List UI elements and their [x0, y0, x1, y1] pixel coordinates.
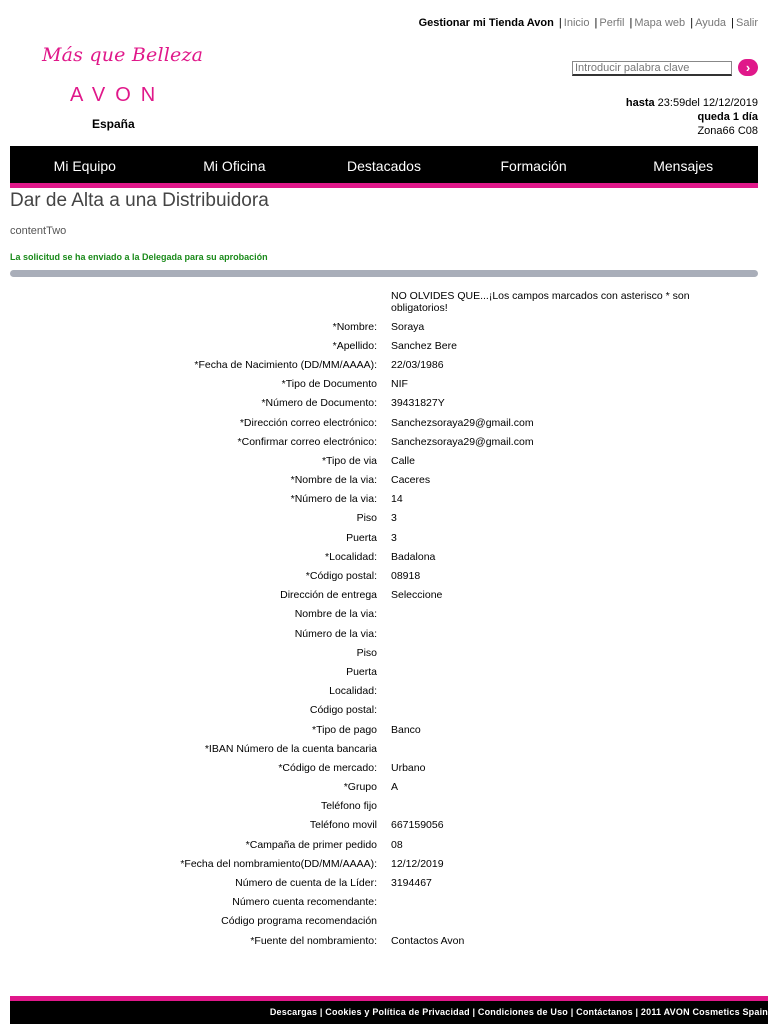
nav-destacados[interactable]: Destacados	[347, 158, 421, 174]
content-placeholder: contentTwo	[10, 225, 67, 237]
field-label: *Campaña de primer pedido	[245, 838, 377, 851]
form-row	[10, 375, 758, 394]
field-value: Banco	[391, 723, 421, 736]
field-label: *Confirmar correo electrónico:	[237, 435, 377, 448]
form-row	[10, 662, 758, 681]
field-label: *Localidad:	[325, 550, 377, 563]
arrow-right-icon: ›	[745, 60, 751, 75]
form-row	[10, 720, 758, 739]
field-label: *Dirección correo electrónico:	[239, 416, 377, 429]
form-row	[10, 471, 758, 490]
field-label: *Fuente del nombramiento:	[250, 934, 377, 947]
field-label: Número de la via:	[294, 627, 377, 640]
field-label: *IBAN Número de la cuenta bancaria	[204, 742, 377, 755]
link-perfil[interactable]: Perfil	[599, 17, 625, 29]
field-label: *Nombre:	[332, 320, 377, 333]
field-value: Calle	[391, 454, 415, 467]
form-row	[10, 931, 758, 950]
zone-campaign: Zona66 C08	[697, 125, 758, 137]
form-row	[10, 336, 758, 355]
logo-tagline[interactable]: Más que Belleza	[42, 44, 204, 66]
field-label: *Código de mercado:	[278, 761, 377, 774]
form-row	[10, 317, 758, 336]
field-value: 08918	[391, 570, 421, 583]
form-row	[10, 605, 758, 624]
form-row	[10, 912, 758, 931]
deadline-label: hasta	[625, 97, 655, 109]
search-button[interactable]	[738, 59, 758, 76]
field-label: *Tipo de pago	[312, 723, 377, 736]
field-label: Dirección de entrega	[280, 589, 377, 602]
field-value	[391, 739, 758, 758]
form-row	[10, 739, 758, 758]
field-label: *Número de la via:	[290, 493, 377, 506]
field-value	[391, 662, 758, 681]
main-nav	[10, 146, 758, 183]
form-row	[10, 816, 758, 835]
country-label: España	[92, 117, 135, 131]
form-row	[10, 873, 758, 892]
field-label: Puerta	[346, 531, 377, 544]
field-value: Sanchez Bere	[391, 339, 457, 352]
field-value: Sanchezsoraya29@gmail.com	[391, 416, 534, 429]
field-label: *Fecha del nombramiento(DD/MM/AAAA):	[180, 857, 377, 870]
form-row	[10, 490, 758, 509]
form-row	[10, 778, 758, 797]
field-value: A	[391, 781, 399, 794]
field-value: 667159056	[391, 819, 444, 832]
form-row	[10, 682, 758, 701]
field-label: Número cuenta recomendante:	[232, 896, 377, 909]
nav-mi-equipo[interactable]: Mi Equipo	[53, 158, 116, 174]
form-row	[10, 586, 758, 605]
brand-logo[interactable]: AVON	[70, 84, 166, 106]
form-row	[10, 624, 758, 643]
link-ayuda[interactable]: Ayuda	[695, 17, 727, 29]
form-row	[10, 509, 758, 528]
field-value	[391, 624, 758, 643]
field-value: Caceres	[391, 474, 431, 487]
field-label: Número de cuenta de la Líder:	[235, 877, 377, 890]
remaining-days: queda 1 día	[697, 111, 758, 123]
field-label: *Fecha de Nacimiento (DD/MM/AAAA):	[194, 358, 377, 371]
form-row	[10, 547, 758, 566]
top-links: Gestionar mi Tienda Avon | Inicio | Perfil | Mapa web | Ayuda | Salir	[418, 17, 758, 29]
field-value: 3	[391, 531, 397, 544]
required-fields-note: NO OLVIDES QUE...¡Los campos marcados con asterisco * son obligatorios!	[391, 290, 690, 314]
form-row	[10, 528, 758, 547]
link-inicio[interactable]: Inicio	[563, 17, 590, 29]
field-label: Código programa recomendación	[221, 915, 377, 928]
form-row	[10, 394, 758, 413]
field-label: *Apellido:	[332, 339, 377, 352]
success-message: La solicitud se ha enviado a la Delegada para su aprobación	[10, 252, 268, 262]
section-divider	[10, 270, 758, 277]
field-label: *Grupo	[343, 781, 377, 794]
nav-formacion[interactable]: Formación	[500, 158, 567, 174]
field-value: 3194467	[391, 877, 432, 890]
field-label: Piso	[356, 646, 377, 659]
page-title: Dar de Alta a una Distribuidora	[10, 190, 269, 211]
form-row	[10, 451, 758, 470]
link-salir[interactable]: Salir	[735, 17, 758, 29]
field-label: Puerta	[346, 665, 377, 678]
field-value	[391, 643, 758, 662]
field-label: *Número de Documento:	[261, 397, 377, 410]
field-value: Badalona	[391, 550, 436, 563]
form-row	[10, 643, 758, 662]
field-value: 39431827Y	[391, 397, 445, 410]
field-value: Contactos Avon	[391, 934, 465, 947]
campaign-deadline	[626, 96, 758, 138]
field-value: Sanchezsoraya29@gmail.com	[391, 435, 534, 448]
field-value: Soraya	[391, 320, 425, 333]
field-label: *Nombre de la via:	[290, 474, 377, 487]
form-row	[10, 797, 758, 816]
field-label: Piso	[356, 512, 377, 525]
manage-store-link[interactable]: Gestionar mi Tienda Avon	[418, 17, 554, 29]
field-label: Localidad:	[329, 685, 377, 698]
form-row	[10, 701, 758, 720]
form-row	[10, 854, 758, 873]
field-label: *Tipo de via	[321, 454, 377, 467]
field-value: 3	[391, 512, 397, 525]
link-mapa-web[interactable]: Mapa web	[634, 17, 686, 29]
form-row	[10, 566, 758, 585]
field-value	[391, 893, 758, 912]
field-value: 12/12/2019	[391, 857, 444, 870]
nav-mensajes[interactable]: Mensajes	[653, 158, 714, 174]
field-value: Urbano	[391, 761, 426, 774]
field-value: 08	[391, 838, 403, 851]
form-row	[10, 758, 758, 777]
field-value	[391, 682, 758, 701]
search-input[interactable]	[572, 61, 732, 76]
nav-underline	[10, 183, 758, 188]
form-row	[10, 355, 758, 374]
field-value: 22/03/1986	[391, 358, 444, 371]
field-label: Nombre de la via:	[294, 608, 377, 621]
form-row	[10, 835, 758, 854]
footer-links[interactable]: Descargas | Cookies y Política de Privacidad | Condiciones de Uso | Contáctanos | 2011 AVON Cosmetics Spain	[269, 1007, 768, 1017]
deadline-value: 23:59del 12/12/2019	[657, 97, 758, 109]
form-row	[10, 893, 758, 912]
form-row	[10, 432, 758, 451]
nav-mi-oficina[interactable]: Mi Oficina	[203, 158, 266, 174]
form-row	[10, 413, 758, 432]
field-value: NIF	[391, 378, 408, 391]
field-value	[391, 797, 758, 816]
field-value	[391, 701, 758, 720]
field-value	[391, 605, 758, 624]
field-label: Teléfono movil	[309, 819, 377, 832]
footer	[10, 1001, 768, 1024]
field-label: *Código postal:	[305, 570, 377, 583]
field-value	[391, 912, 758, 931]
distributor-form	[10, 317, 758, 950]
field-label: Teléfono fijo	[320, 800, 377, 813]
field-value: 14	[391, 493, 403, 506]
field-label: Código postal:	[309, 704, 377, 717]
field-value: Seleccione	[391, 589, 443, 602]
field-label: *Tipo de Documento	[281, 378, 377, 391]
